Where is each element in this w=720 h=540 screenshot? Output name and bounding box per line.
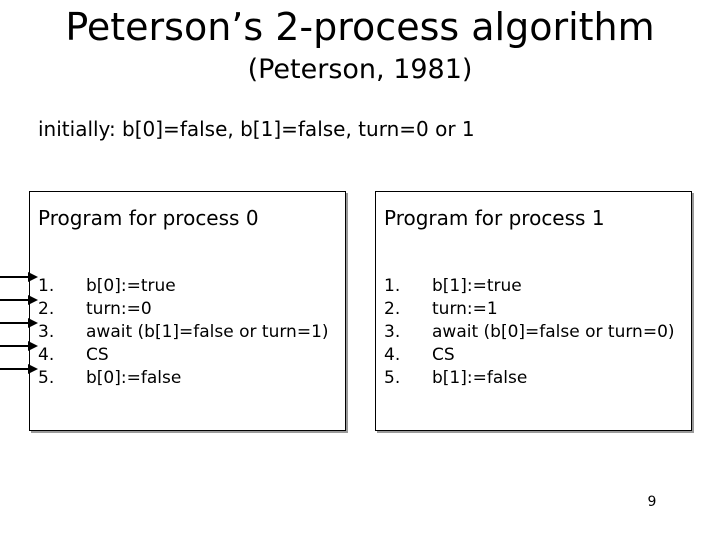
line-number: 1. [384,275,401,296]
code-line [38,297,329,320]
right-arrow-icon [0,363,38,375]
code-line [384,274,675,297]
line-number: 5. [384,368,401,389]
line-code: turn:=0 [86,298,152,319]
code-line [384,320,675,343]
initial-conditions: initially: b[0]=false, b[1]=false, turn=0 or 1 [38,117,475,141]
right-arrow-icon [0,294,38,306]
right-arrow-icon [0,317,38,329]
program-box-process-1 [375,191,692,431]
right-arrow-icon [0,340,38,352]
page-number: 9 [647,494,657,510]
program-heading-process-1: Program for process 1 [384,206,605,230]
line-number: 5. [38,368,55,389]
slide-subtitle: (Peterson, 1981) [247,54,473,85]
right-arrow-icon [0,271,38,283]
code-line [384,297,675,320]
line-number: 3. [38,321,55,342]
line-number: 2. [384,298,401,319]
line-number: 1. [38,275,55,296]
line-number: 4. [38,345,55,366]
code-line [384,344,675,367]
code-line [38,274,329,297]
line-number: 3. [384,321,401,342]
line-code: await (b[0]=false or turn=0) [432,321,675,342]
step-arrows [0,271,40,401]
code-line [38,320,329,343]
program-box-process-0 [29,191,346,431]
slide-title: Peterson’s 2-process algorithm [65,5,655,49]
code-line [38,367,329,390]
code-list-process-0 [38,274,329,390]
line-code: b[0]:=false [86,368,182,389]
line-code: b[1]:=true [432,275,522,296]
line-code: b[0]:=true [86,275,176,296]
code-list-process-1 [384,274,675,390]
line-number: 4. [384,345,401,366]
line-code: CS [432,345,455,366]
line-number: 2. [38,298,55,319]
line-code: await (b[1]=false or turn=1) [86,321,329,342]
code-line [38,344,329,367]
code-line [384,367,675,390]
program-heading-process-0: Program for process 0 [38,206,259,230]
line-code: b[1]:=false [432,368,528,389]
line-code: CS [86,345,109,366]
line-code: turn:=1 [432,298,498,319]
